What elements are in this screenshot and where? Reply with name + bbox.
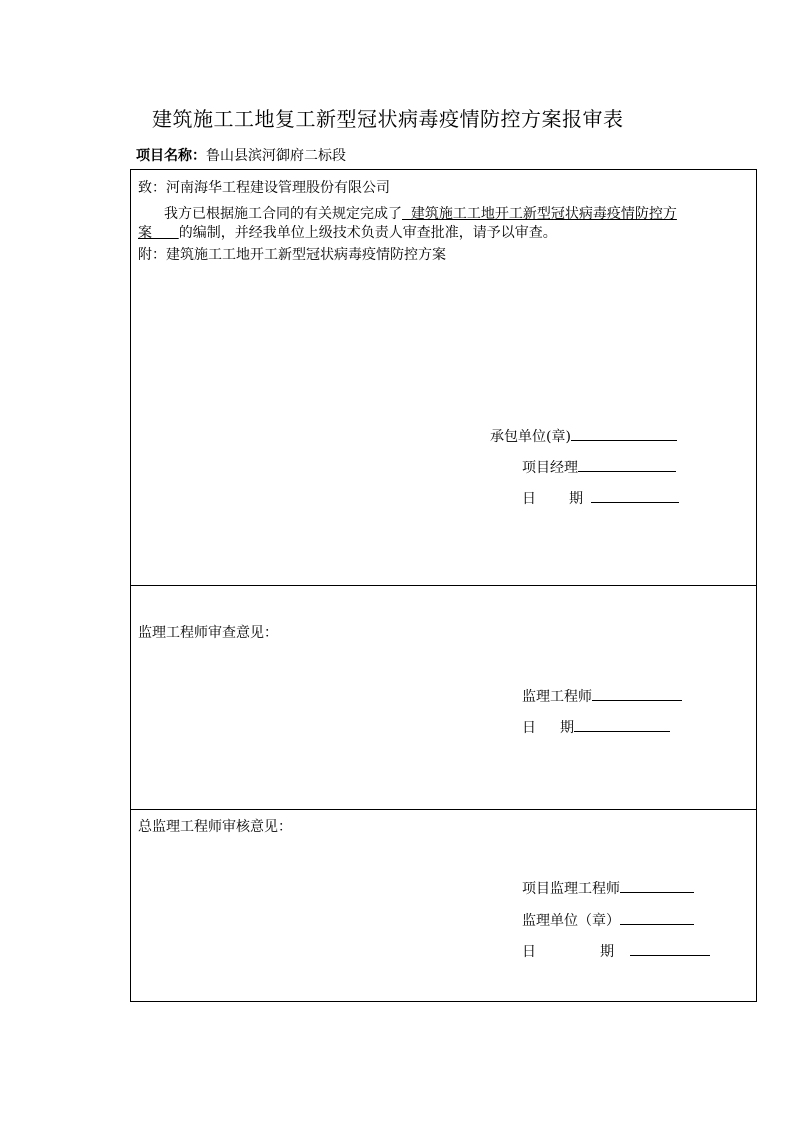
- project-manager-label: 项目经理: [522, 460, 578, 476]
- project-supervising-engineer-label: 项目监理工程师: [522, 881, 620, 897]
- submission-statement-line2: [138, 222, 557, 242]
- plan-name-underlined: 建筑施工工地开工新型冠状病毒疫情防控方: [402, 206, 677, 222]
- date-label-char2: 期: [569, 491, 583, 507]
- supervising-engineer-blank[interactable]: [592, 688, 682, 701]
- date-label-char2: 期: [600, 944, 614, 960]
- project-supervising-engineer-blank[interactable]: [620, 880, 694, 893]
- approval-form-table: [130, 169, 757, 1002]
- supervising-engineer-line: [522, 686, 682, 706]
- project-name-value: 鲁山县滨河御府二标段: [206, 148, 346, 164]
- contractor-submission-section: [131, 170, 756, 586]
- chief-date-blank[interactable]: [630, 943, 710, 956]
- project-manager-line: [522, 457, 676, 477]
- project-name-label: 项目名称：: [136, 148, 206, 164]
- submission-statement-line1: [164, 203, 677, 223]
- chief-date-line: [522, 941, 710, 961]
- addressee-line: 致：河南海华工程建设管理股份有限公司: [138, 180, 390, 196]
- chief-supervisor-review-heading: 总监理工程师审核意见：: [138, 819, 292, 835]
- supervisor-review-section: [131, 586, 756, 810]
- form-title: 建筑施工工地复工新型冠状病毒疫情防控方案报审表: [152, 107, 624, 131]
- contractor-seal-line: [490, 426, 677, 446]
- plan-name-underlined-cont: 案: [138, 225, 179, 241]
- supervision-unit-line: [522, 910, 694, 930]
- supervisor-date-blank[interactable]: [574, 719, 670, 732]
- date-label-char1: 日: [522, 491, 536, 507]
- supervision-unit-blank[interactable]: [620, 912, 694, 925]
- project-name-line: [136, 145, 346, 165]
- supervisor-date-line: [522, 717, 670, 737]
- statement-prefix: 我方已根据施工合同的有关规定完成了: [164, 206, 402, 222]
- contractor-date-line: [522, 488, 679, 508]
- contractor-seal-label: 承包单位(章): [490, 429, 571, 445]
- supervisor-review-heading: 监理工程师审查意见：: [138, 625, 278, 641]
- date-label-char1: 日: [522, 720, 536, 736]
- contractor-seal-blank[interactable]: [571, 428, 677, 441]
- supervision-unit-label: 监理单位（章）: [522, 913, 620, 929]
- contractor-date-blank[interactable]: [591, 490, 679, 503]
- date-label-char1: 日: [522, 944, 536, 960]
- statement-suffix: 的编制，并经我单位上级技术负责人审查批准，请予以审查。: [178, 225, 557, 241]
- project-manager-blank[interactable]: [578, 459, 676, 472]
- project-supervising-engineer-line: [522, 878, 694, 898]
- chief-supervisor-review-section: [131, 810, 756, 1001]
- supervising-engineer-label: 监理工程师: [522, 689, 592, 705]
- date-label-char2: 期: [560, 720, 574, 736]
- attachment-line: 附：建筑施工工地开工新型冠状病毒疫情防控方案: [138, 247, 446, 263]
